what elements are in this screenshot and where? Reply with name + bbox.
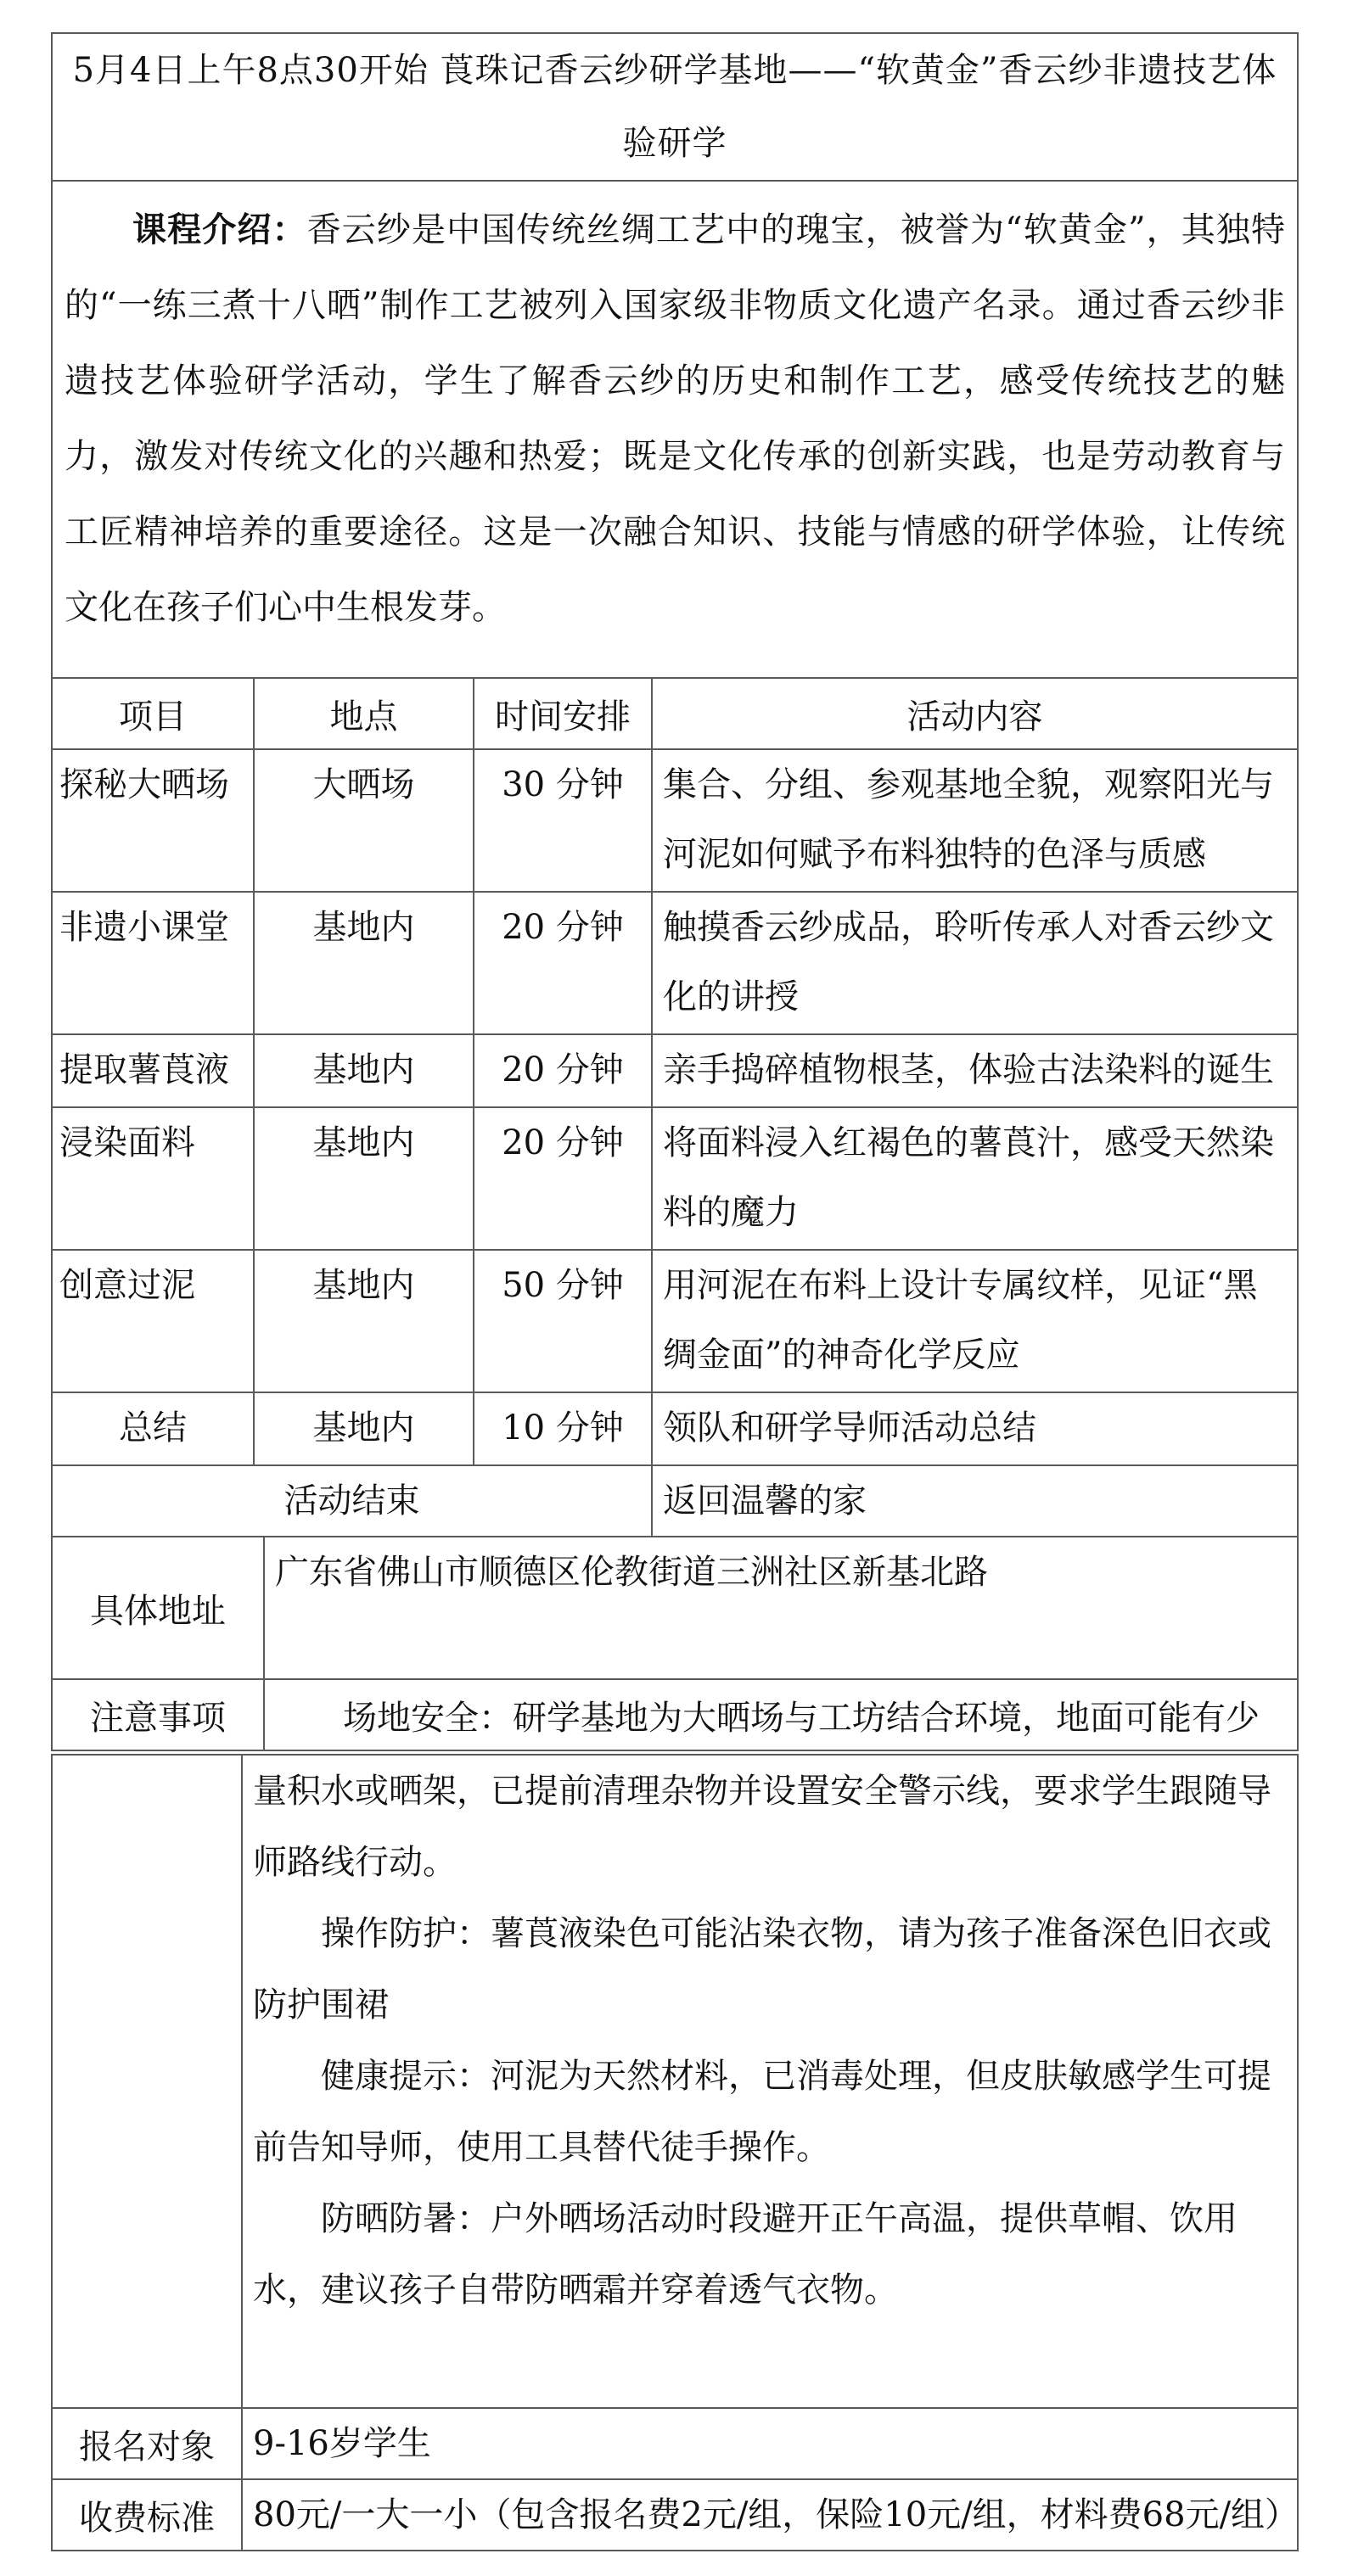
row-location: 大晒场: [254, 749, 474, 892]
row-item: 非遗小课堂: [52, 892, 254, 1034]
table-row: [52, 749, 1298, 892]
note-item: 操作防护：薯莨液染色可能沾染衣物，请为孩子准备深色旧衣或防护围裙: [253, 1914, 1271, 2024]
row-location: 基地内: [254, 1034, 474, 1107]
row-time: 50 分钟: [474, 1250, 652, 1392]
activity-end-row: [52, 1465, 1298, 1537]
row-time: 20 分钟: [474, 1107, 652, 1250]
row-content: 用河泥在布料上设计专属纹样，见证“黑绸金面”的神奇化学反应: [652, 1250, 1298, 1392]
table-row: [52, 1392, 1298, 1465]
address-label: 具体地址: [52, 1537, 264, 1679]
fee-row: [52, 2479, 1298, 2551]
audience-value: 9-16岁学生: [242, 2408, 1298, 2479]
row-location: 基地内: [254, 1250, 474, 1392]
column-header-item: 项目: [52, 678, 254, 749]
note-safety-continued: 量积水或晒架，已提前清理杂物并设置安全警示线，要求学生跟随导师路线行动。: [253, 1772, 1271, 1882]
row-item: 创意过泥: [52, 1250, 254, 1392]
fee-label: 收费标准: [52, 2479, 242, 2551]
table-row: [52, 1250, 1298, 1392]
row-location: 基地内: [254, 892, 474, 1034]
row-content: 集合、分组、参观基地全貌，观察阳光与河泥如何赋予布料独特的色泽与质感: [652, 749, 1298, 892]
note-item: 防晒防暑：户外晒场活动时段避开正午高温，提供草帽、饮用水，建议孩子自带防晒霜并穿着透气衣物。: [253, 2199, 1238, 2310]
row-location: 基地内: [254, 1107, 474, 1250]
row-time: 20 分钟: [474, 892, 652, 1034]
intro-text: 香云纱是中国传统丝绸工艺中的瑰宝，被誉为“软黄金”，其独特的“一练三煮十八晒”制作工艺被列入国家级非物质文化遗产名录。通过香云纱非遗技艺体验研学活动，学生了解香云纱的历史和制作工艺，感受传统技艺的魅力，激发对传统文化的兴趣和热爱；既是文化传承的创新实践，也是劳动教育与工匠精神培养的重要途径。这是一次融合知识、技能与情感的研学体验，让传统文化在孩子们心中生根发芽。: [65, 210, 1286, 627]
row-item: 浸染面料: [52, 1107, 254, 1250]
note-item: 健康提示：河泥为天然材料，已消毒处理，但皮肤敏感学生可提前告知导师，使用工具替代徒手操作。: [253, 2057, 1271, 2167]
notes-row-start: [52, 1679, 1298, 1750]
row-content: 亲手捣碎植物根茎，体验古法染料的诞生: [652, 1034, 1298, 1107]
column-header-time: 时间安排: [474, 678, 652, 749]
table-row: [52, 1034, 1298, 1107]
notes-label: 注意事项: [52, 1679, 264, 1750]
notes-content: [242, 1755, 1298, 2408]
row-item: 总结: [52, 1392, 254, 1465]
row-content: 触摸香云纱成品，聆听传承人对香云纱文化的讲授: [652, 892, 1298, 1034]
row-item: 提取薯莨液: [52, 1034, 254, 1107]
row-location: 基地内: [254, 1392, 474, 1465]
activity-end-value: 返回温馨的家: [652, 1465, 1298, 1537]
row-time: 30 分钟: [474, 749, 652, 892]
activity-end-label: 活动结束: [52, 1465, 652, 1537]
table-row: [52, 892, 1298, 1034]
column-header-content: 活动内容: [652, 678, 1298, 749]
row-time: 10 分钟: [474, 1392, 652, 1465]
column-header-location: 地点: [254, 678, 474, 749]
row-content: 领队和研学导师活动总结: [652, 1392, 1298, 1465]
row-content: 将面料浸入红褐色的薯莨汁，感受天然染料的魔力: [652, 1107, 1298, 1250]
notes-first-line: 场地安全：研学基地为大晒场与工坊结合环境，地面可能有少: [264, 1679, 1298, 1750]
row-item: 探秘大晒场: [52, 749, 254, 892]
fee-value: 80元/一大一小（包含报名费2元/组，保险10元/组，材料费68元/组）: [242, 2479, 1298, 2551]
program-table-part-1: [51, 32, 1299, 1751]
audience-label: 报名对象: [52, 2408, 242, 2479]
program-table-part-2: [51, 1754, 1299, 2551]
address-value: 广东省佛山市顺德区伦教街道三洲社区新基北路: [264, 1537, 1298, 1679]
intro-heading: 课程介绍：: [132, 210, 307, 249]
row-time: 20 分钟: [474, 1034, 652, 1107]
course-intro: [52, 181, 1298, 678]
address-row: [52, 1537, 1298, 1679]
table-row: [52, 1107, 1298, 1250]
audience-row: [52, 2408, 1298, 2479]
page-title: 5月4日上午8点30开始 莨珠记香云纱研学基地——“软黄金”香云纱非遗技艺体验研学: [52, 33, 1298, 181]
notes-label-empty-cell: [52, 1755, 242, 2408]
